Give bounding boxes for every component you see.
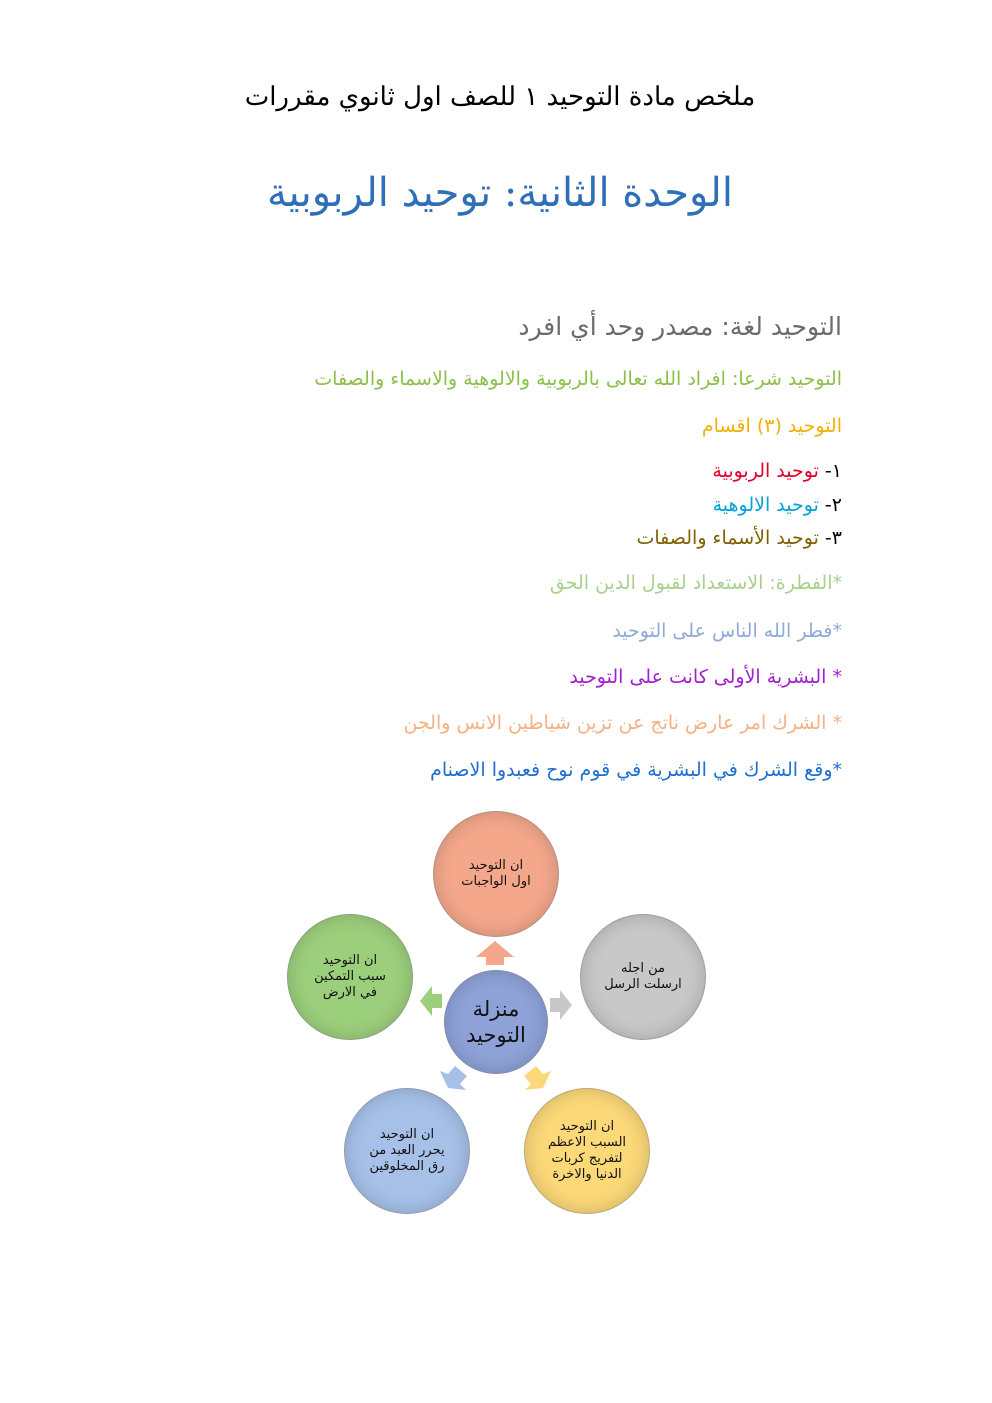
arrow-left-icon — [420, 986, 442, 1016]
diagram-node-messengers-sent — [580, 914, 706, 1040]
fitrah-statement: *فطر الله الناس على التوحيد — [612, 620, 842, 642]
node-label: من اجله ارسلت الرسل — [604, 961, 682, 992]
diagram-center-node — [444, 970, 548, 1074]
item-number: ٢- — [824, 494, 842, 516]
item-number: ١- — [824, 460, 842, 482]
fitrah-definition: *الفطرة: الاستعداد لقبول الدين الحق — [549, 572, 842, 594]
item-text: توحيد الربوبية — [712, 460, 819, 482]
item-text: توحيد الالوهية — [712, 494, 819, 516]
first-shirk-statement: *وقع الشرك في البشرية في قوم نوح فعبدوا الاصنام — [430, 759, 842, 781]
shirk-origin-statement: * الشرك امر عارض ناتج عن تزين شياطين الانس والجن — [403, 712, 842, 734]
item-text: توحيد الأسماء والصفات — [636, 527, 819, 549]
arrow-down-right-icon — [524, 1066, 551, 1090]
document-title: ملخص مادة التوحيد ١ للصف اول ثانوي مقررات — [244, 82, 756, 112]
node-label: ان التوحيد اول الواجبات — [461, 858, 531, 889]
center-label: منزلة التوحيد — [466, 997, 526, 1047]
node-label: ان التوحيد السبب الاعظم لتفريج كربات الدنيا والاخرة — [547, 1119, 627, 1182]
arrow-right-icon — [550, 990, 572, 1020]
first-humanity-statement: * البشرية الأولى كانت على التوحيد — [569, 666, 842, 688]
tawheed-linguistic-definition: التوحيد لغة: مصدر وحد أي افرد — [518, 312, 842, 341]
diagram-node-liberation — [344, 1088, 470, 1214]
diagram-node-relief — [524, 1088, 650, 1214]
unit-title: الوحدة الثانية: توحيد الربوبية — [267, 170, 733, 216]
diagram-node-first-obligation — [433, 811, 559, 937]
tawheed-divisions-heading: التوحيد (٣) اقسام — [701, 415, 842, 437]
arrow-up-icon — [476, 941, 514, 965]
item-number: ٣- — [824, 527, 842, 549]
tawheed-legal-definition: التوحيد شرعا: افراد الله تعالى بالربوبية والالوهية والاسماء والصفات — [314, 368, 842, 390]
arrow-down-left-icon — [440, 1066, 467, 1090]
diagram-node-empowerment — [287, 914, 413, 1040]
node-label: ان التوحيد يحرر العبد من رق المخلوقين — [369, 1127, 445, 1174]
node-label: ان التوحيد سبب التمكين في الارض — [314, 953, 386, 1000]
